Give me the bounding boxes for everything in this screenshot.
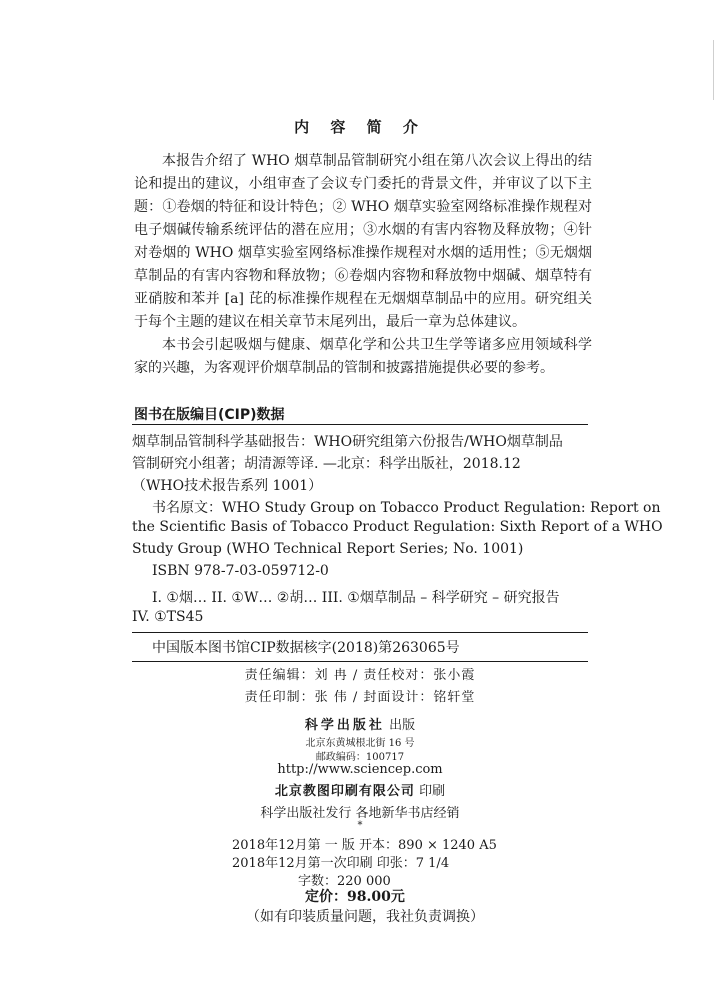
publisher-suffix: 出版 [389, 718, 416, 733]
summary-line: 本书会引起吸烟与健康、烟草化学和公共卫生学等诸多应用领域科 [162, 337, 578, 353]
cip-line: 烟草制品管制科学基础报告：WHO研究组第六份报告/WHO烟草制品 [132, 434, 563, 450]
cip-line: Study Group (WHO Technical Report Series; No. 1001) [132, 541, 524, 557]
summary-body [134, 150, 592, 380]
printer-suffix: 印刷 [419, 784, 446, 799]
summary-title: 内 容 简 介 [294, 118, 426, 136]
summary-line: 本报告介绍了 WHO 烟草制品管制研究小组在第八次会议上得出的 [162, 153, 578, 169]
printer-line [0, 780, 720, 799]
publisher-address: 北京东黄城根北街 16 号 [305, 738, 415, 749]
cip-line: （WHO技术报告系列 1001） [132, 478, 323, 494]
summary-line: 草制品中的应用。研究组关于每个主题的建议在相关章节末尾列出，最 [134, 291, 593, 330]
editors-line: 责任编辑：刘 冉 / 责任校对：张小霞 [244, 668, 476, 683]
cip-line: 书名原文：WHO Study Group on Tobacco Product Regulation: Report on [152, 500, 661, 516]
summary-paragraph-1 [134, 150, 592, 334]
cip-line: ISBN 978-7-03-059712-0 [152, 563, 329, 579]
print-design-line: 责任印制：张 伟 / 封面设计：铭轩堂 [244, 690, 476, 705]
cip-divider [132, 632, 588, 633]
quality-notice: （如有印装质量问题，我社负责调换） [246, 909, 484, 925]
cip-line: 管制研究小组著；胡清源等译. —北京：科学出版社，2018.12 [132, 456, 521, 472]
summary-paragraph-2 [134, 334, 592, 380]
summary-line: 及释放物；④针对卷烟的 WHO 烟草实验室网络标准操作规程对水烟 [134, 222, 593, 261]
cip-line: IV. ①TS45 [132, 609, 204, 625]
cip-block [132, 424, 663, 662]
price: 定价：98.00元 [305, 889, 405, 905]
summary-line: 的适用性；⑤无烟烟草制品的有害内容物和释放物；⑥卷烟内容物和 [134, 245, 592, 284]
separator-mark: * [357, 820, 363, 831]
cip-line: the Scientific Basis of Tobacco Product Regulation: Sixth Report of a WHO [132, 519, 663, 535]
summary-line: 释放物中烟碱、烟草特有亚硝胺和苯并 [a] 芘的标准操作规程在无烟烟 [134, 268, 593, 307]
summary-line: 操作规程对电子烟碱传输系统评估的潜在应用；③水烟的有害内容物 [134, 199, 592, 238]
printer-name: 北京教图印刷有限公司 [274, 784, 415, 799]
cip-heading: 图书在版编目(CIP)数据 [134, 407, 285, 423]
edition-line: 2018年12月第 一 版 开本：890 × 1240 A5 [232, 838, 497, 853]
word-count: 字数：220 000 [298, 874, 391, 889]
summary-line: 以下主题：①卷烟的特征和设计特色；② WHO 烟草实验室网络标准 [134, 176, 593, 215]
publisher-name: 科学出版社 [304, 718, 385, 733]
distribution-line: 科学出版社发行 各地新华书店经销 [260, 806, 460, 821]
publisher-line [0, 714, 720, 733]
publisher-website: http://www.sciencep.com [277, 762, 443, 777]
summary-line: 后一章为总体建议。 [400, 314, 526, 330]
page-edge-line [713, 40, 714, 100]
summary-line: 结论和提出的建议，小组审查了会议专门委托的背景文件，并审议了 [134, 153, 592, 192]
cip-line: I. ①烟… II. ①W… ②胡… III. ①烟草制品 – 科学研究 – 研究报告 [152, 590, 560, 606]
cip-library-record: 中国版本图书馆CIP数据核字(2018)第263065号 [152, 640, 460, 656]
printing-line: 2018年12月第一次印刷 印张：7 1/4 [232, 856, 450, 871]
publisher-postcode: 邮政编码：100717 [315, 752, 405, 763]
summary-line: 学家的兴趣，为客观评价烟草制品的管制和披露措施提供必要的参考。 [134, 337, 592, 376]
